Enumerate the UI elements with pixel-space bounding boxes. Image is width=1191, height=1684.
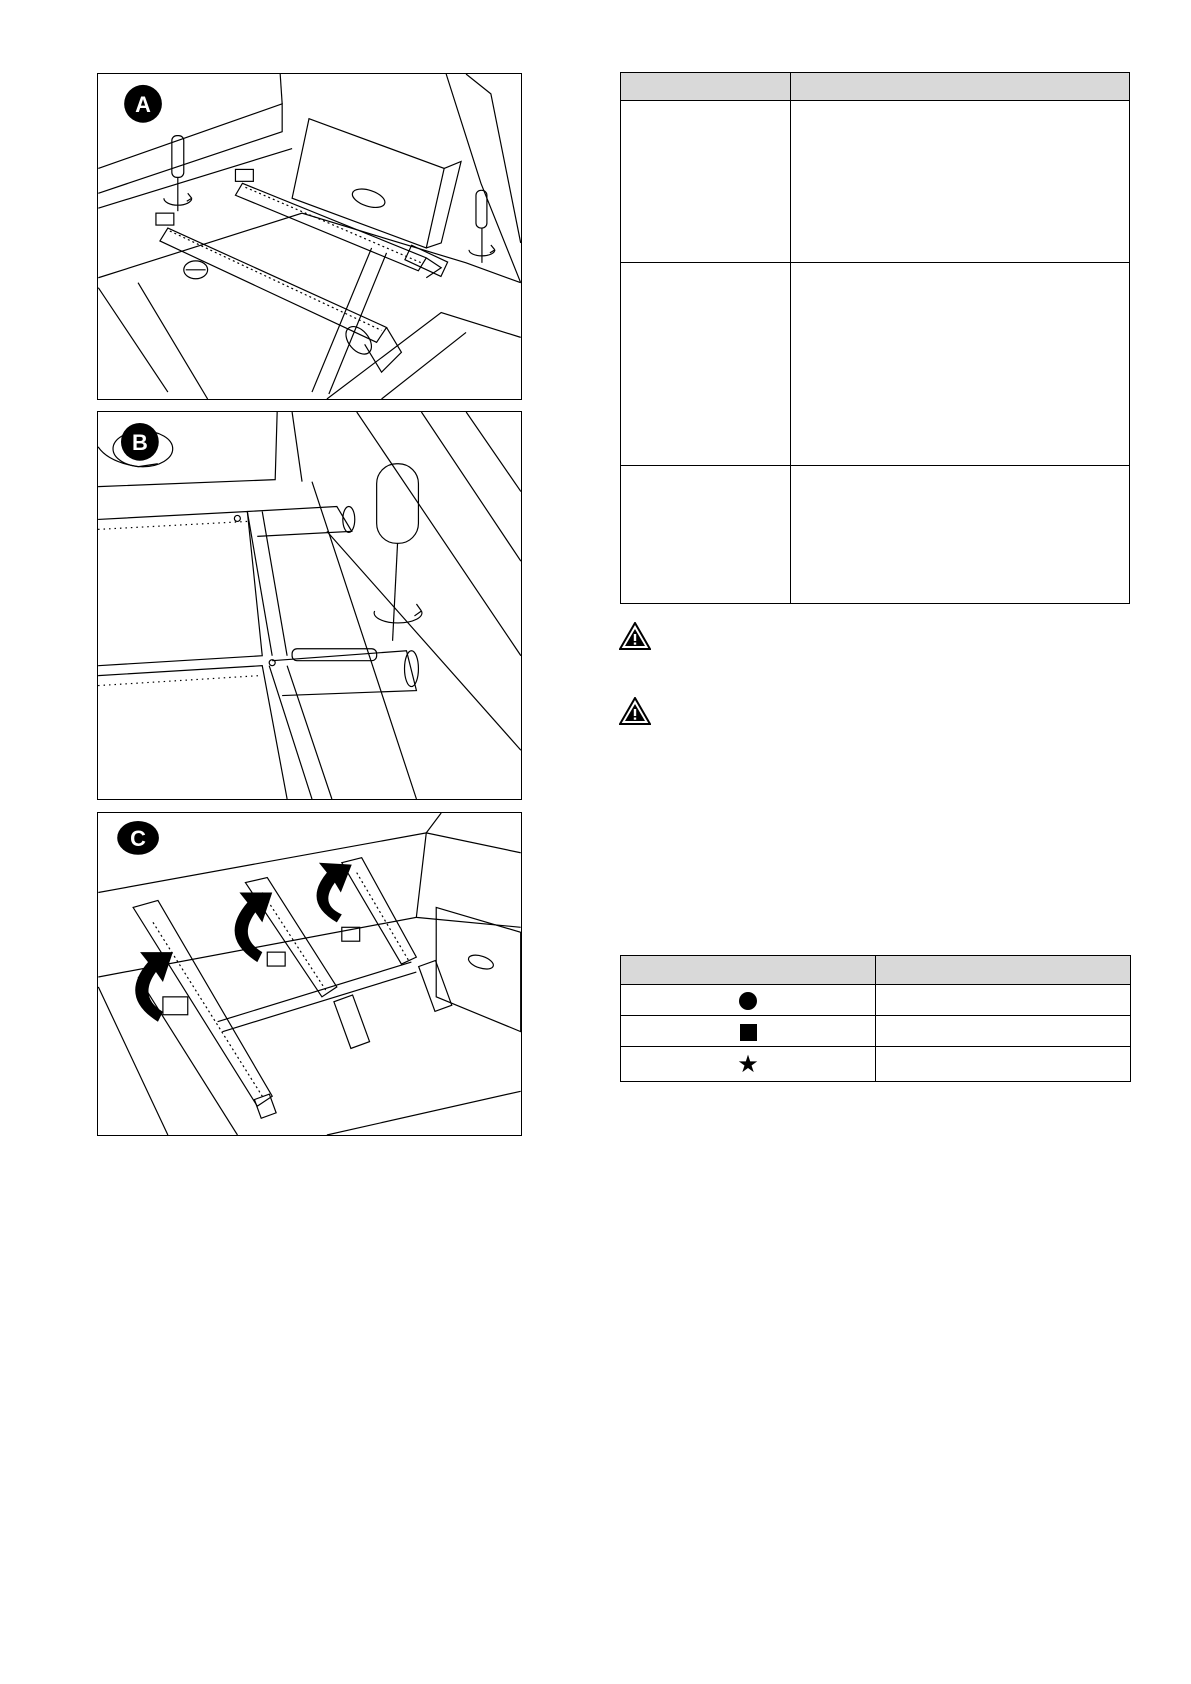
black-star-icon: ★ [737,1050,759,1079]
warning-triangle-icon [619,622,651,650]
figure-c-panel [97,812,522,1136]
black-circle-icon [739,992,757,1010]
figure-c-label: C [130,825,146,851]
figure-c-illustration [98,813,521,1135]
table-row [621,466,1130,604]
rotate-arrow-icon [135,863,352,1022]
figure-a-illustration [98,74,521,399]
table-row [621,263,1130,466]
black-square-icon [740,1024,757,1041]
symbol-legend-table [620,955,1131,1082]
figure-b-panel [97,411,522,800]
figure-b-illustration [98,412,521,799]
figure-a-panel [97,73,522,400]
table-row [621,1016,1131,1047]
figure-a-label: A [135,91,151,117]
symbol-legend-text [876,1016,1131,1047]
table-row [621,1047,1131,1082]
symbol-legend-header [621,956,1131,985]
info-table-header-cell [621,73,791,101]
info-table-header-cell [791,73,1130,101]
table-row [621,101,1130,263]
symbol-legend-text [876,1047,1131,1082]
symbol-legend-text [876,985,1131,1016]
info-table [620,72,1130,604]
info-table-header [621,73,1130,101]
figure-b-label: B [131,429,148,455]
warning-triangle-icon [619,697,651,725]
table-row [621,985,1131,1016]
